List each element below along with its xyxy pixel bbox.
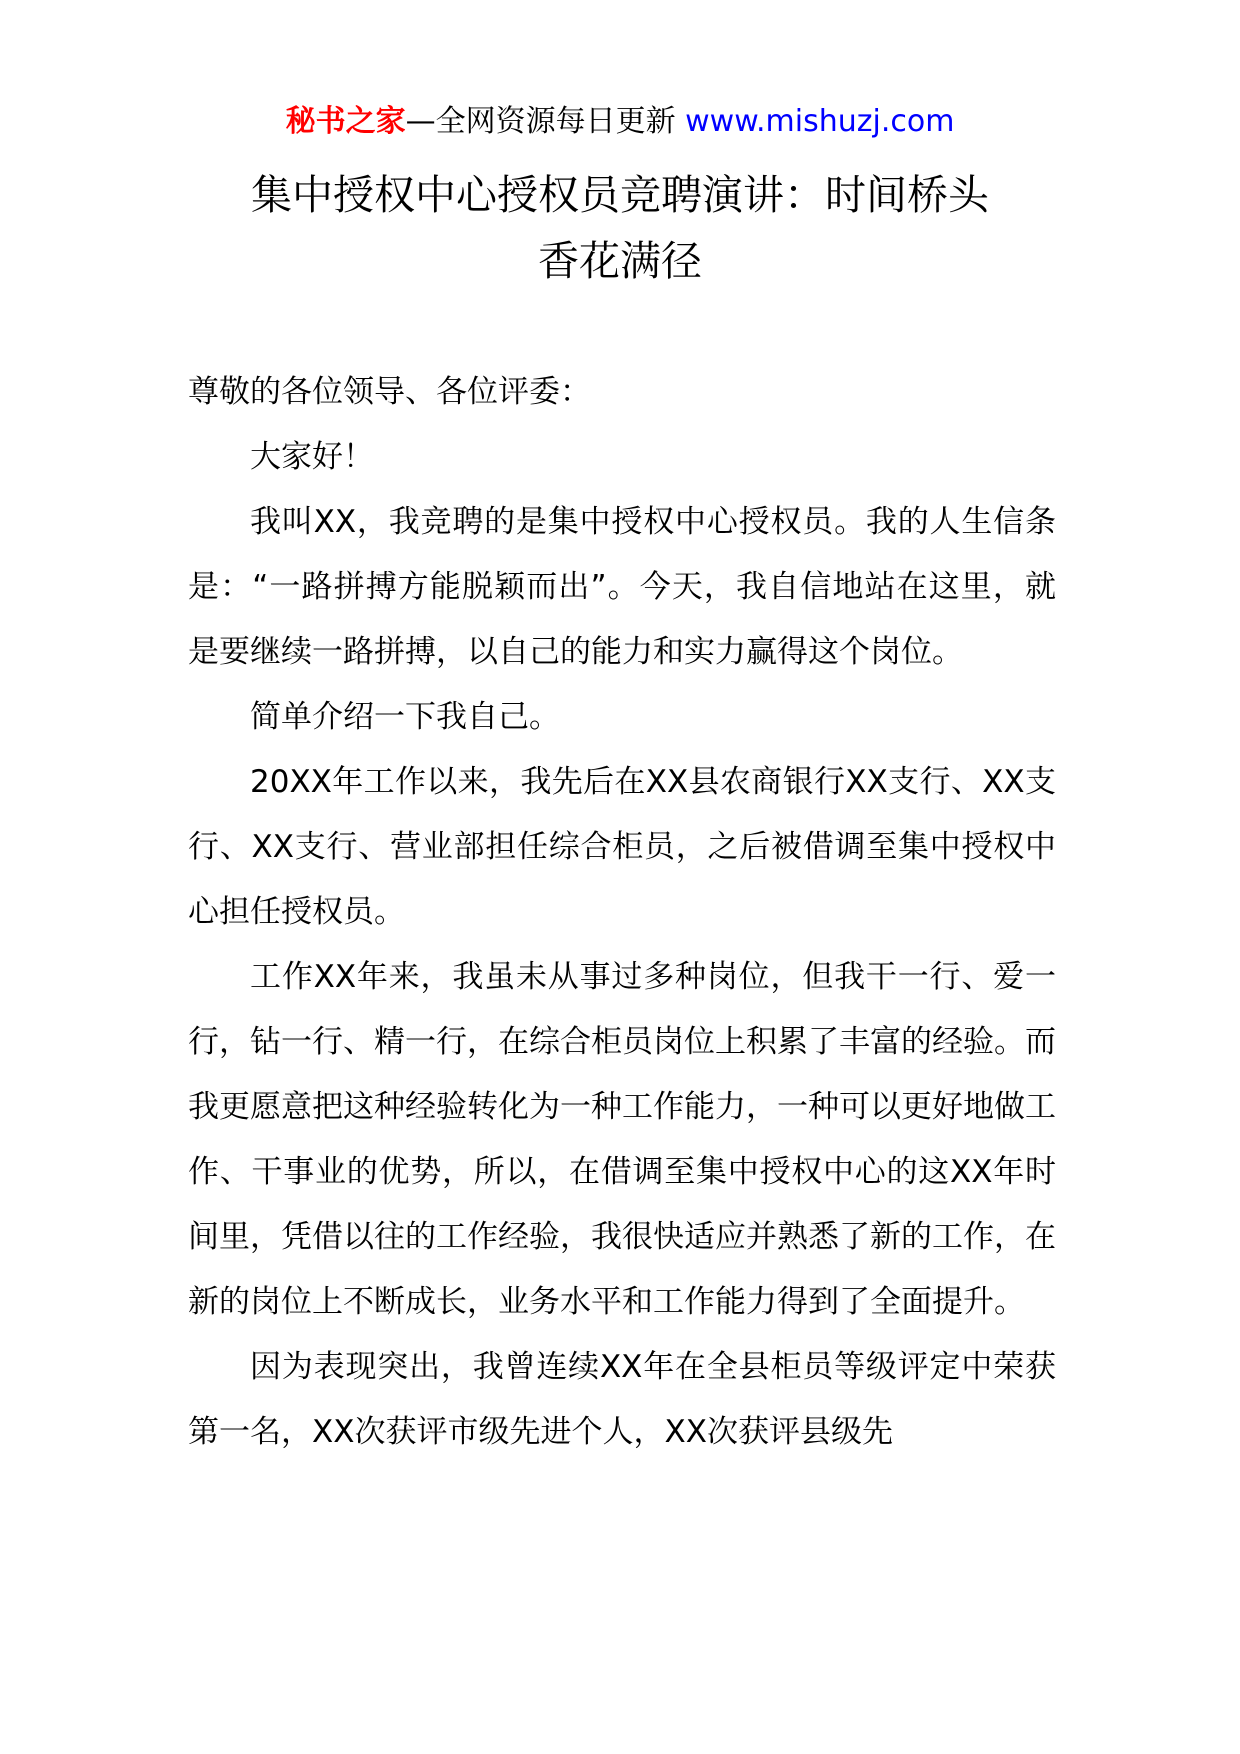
header-slogan: —全网资源每日更新 — [405, 104, 686, 139]
title-line-2: 香花满径 — [538, 237, 702, 285]
body-paragraph: 我叫XX，我竞聘的是集中授权中心授权员。我的人生信条是：“一路拼搏方能脱颖而出”。今天，我自信地站在这里，就是要继续一路拼搏，以自己的能力和实力赢得这个岗位。 — [188, 504, 1056, 670]
salutation-paragraph: 尊敬的各位领导、各位评委： — [188, 374, 591, 410]
document-title — [140, 162, 1100, 294]
site-header — [0, 100, 1240, 144]
body-paragraph: 20XX年工作以来，我先后在XX县农商银行XX支行、XX支行、XX支行、营业部担任综合柜员，之后被借调至集中授权中心担任授权员。 — [188, 764, 1056, 930]
greeting-paragraph: 大家好！ — [250, 439, 374, 475]
document-body — [188, 360, 1056, 1465]
body-paragraph: 因为表现突出，我曾连续XX年在全县柜员等级评定中荣获第一名，XX次获评市级先进个人，XX次获评县级先 — [188, 1349, 1056, 1450]
body-paragraph: 简单介绍一下我自己。 — [250, 699, 560, 735]
brand-name: 秘书之家 — [285, 104, 406, 139]
title-line-1: 集中授权中心授权员竞聘演讲：时间桥头 — [251, 171, 989, 219]
site-url-link[interactable]: www.mishuzj.com — [685, 104, 955, 139]
body-paragraph: 工作XX年来，我虽未从事过多种岗位，但我干一行、爱一行，钻一行、精一行，在综合柜员岗位上积累了丰富的经验。而我更愿意把这种经验转化为一种工作能力，一种可以更好地做工作、干事业的优势，所以，在借调至集中授权中心的这XX年时间里，凭借以往的工作经验，我很快适应并熟悉了新的工作，在新的岗位上不断成长，业务水平和工作能力得到了全面提升。 — [188, 959, 1056, 1320]
